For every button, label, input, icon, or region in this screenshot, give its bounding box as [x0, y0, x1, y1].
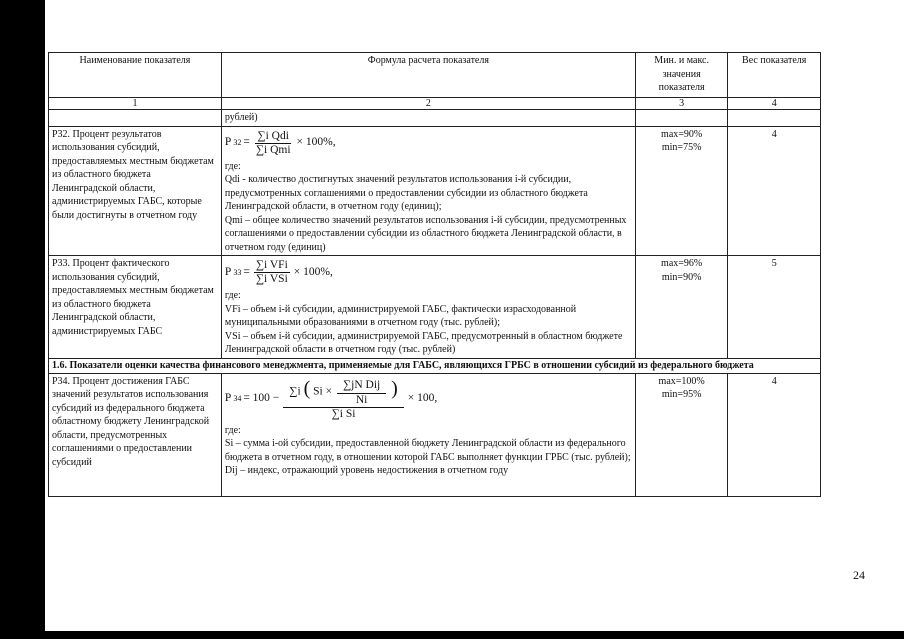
formula-cell-p33: P 33 = ∑i VFi ∑i VSi × 100%, где: VFi – объем i-й субсидии, администрируемой ГАБС, фактически израсходованной муниципальными образованиями в отчетном году (тыс. рублей); VSi – объем i-й субсидии, администрируемой ГАБС, предусмотренный в областном бюджете Ленинградской области в отчетном году (тыс. рублей) [221, 256, 635, 359]
indicator-name-p32: Р32. Процент результатов использования субсидий, предоставляемых местным бюджетам из областного бюджета Ленинградской области, администрируемых ГАБС, которые были достигнуты в отчетном году [49, 126, 222, 256]
formula-p32: P 32 = ∑i Qdi ∑i Qmi × 100%, [224, 129, 336, 156]
column-number-2: 2 [221, 98, 635, 110]
header-formula: Формула расчета показателя [221, 53, 635, 98]
minmax-p34: max=100% min=95% [635, 373, 728, 496]
weight-p33: 5 [728, 256, 821, 359]
header-weight: Вес показателя [728, 53, 821, 98]
table-row-p33 [49, 256, 821, 359]
page-number: 24 [853, 568, 865, 582]
formula-p34: P 34 = 100 − ∑i ( Si × ∑jN Dij Ni ) ∑i Si × 100, [224, 377, 438, 420]
section-heading-row [49, 358, 821, 373]
indicator-name-p34: Р34. Процент достижения ГАБС значений результатов использования субсидий из федерального бюджета областному бюджету Ленинградской области, предусмотренных соглашениями о предоставлении субсидий [49, 373, 222, 496]
column-number-1: 1 [49, 98, 222, 110]
header-row [49, 53, 821, 98]
carryover-row [49, 110, 821, 127]
weight-p32: 4 [728, 126, 821, 256]
indicator-name-p33: Р33. Процент фактического использования субсидий, предоставляемых местным бюджетам из областного бюджета Ленинградской области, администрируемых ГАБС [49, 256, 222, 359]
column-number-row [49, 98, 821, 110]
indicators-table [48, 52, 821, 497]
minmax-p32: max=90% min=75% [635, 126, 728, 256]
definition-qm: Qmi – общее количество значений результатов использования i-й субсидии, предусмотренных соглашениями о предоставлении субсидии из областного бюджета Ленинградской области, в отчетном году (единиц) [224, 214, 627, 253]
minmax-p33: max=96% min=90% [635, 256, 728, 359]
formula-p33: P 33 = ∑i VFi ∑i VSi × 100%, [224, 259, 333, 285]
column-number-4: 4 [728, 98, 821, 110]
formula-cell-p32: P 32 = ∑i Qdi ∑i Qmi × 100%, где: Qdi - количество достигнутых значений результатов использования i-й субсидии, предусмотренных соглашениями о предоставлении субсидии из областного бюджета Ленинградской области, в отчетном году (единиц); Qmi – общее количество значений результатов использования i-й субсидии, предусмотренных соглашениями о предоставлении субсидии из областного бюджета Ленинградской области, в отчетном году (единиц) [221, 126, 635, 256]
table-row-p34 [49, 373, 821, 496]
definition-d: Dij – индекс, отражающий уровень недостижения в отчетном году [224, 465, 509, 476]
formula-cell-p34: P 34 = 100 − ∑i ( Si × ∑jN Dij Ni ) ∑i Si × 100, где: Si – сумма i-ой субсидии, предоставленной бюджету Ленинградской области из федерального бюджета в отчетном году, в отношении которой ГАБС выполняет функции ГРБС (тыс. рублей); Dij – индекс, отражающий уровень недостижения в отчетном году [221, 373, 635, 496]
section-heading: 1.6. Показатели оценки качества финансового менеджмента, применяемые для ГАБС, являющихся ГРБС в отношении субсидий из федерального бюджета [49, 358, 821, 373]
header-minmax: Мин. и макс. значения показателя [635, 53, 728, 98]
weight-p34: 4 [728, 373, 821, 496]
definition-qd: Qdi - количество достигнутых значений результатов использования i-й субсидии, предусмотренных соглашениями о предоставлении субсидии из областного бюджета Ленинградской области, в отчетном году (единиц); [224, 174, 588, 212]
header-name: Наименование показателя [49, 53, 222, 98]
definition-vf: VFi – объем i-й субсидии, администрируемой ГАБС, фактически израсходованной муниципальными образованиями в отчетном году (тыс. рублей); [224, 303, 577, 328]
definition-vs: VSi – объем i-й субсидии, администрируемой ГАБС, предусмотренный в областном бюджете Ленинградской области в отчетном году (тыс. рублей) [224, 330, 623, 355]
column-number-3: 3 [635, 98, 728, 110]
definition-s: Si – сумма i-ой субсидии, предоставленной бюджету Ленинградской области из федерального бюджета в отчетном году, в отношении которой ГАБС выполняет функции ГРБС (тыс. рублей); [224, 438, 631, 463]
table-row-p32 [49, 126, 821, 256]
carryover-text: рублей) [221, 110, 635, 127]
